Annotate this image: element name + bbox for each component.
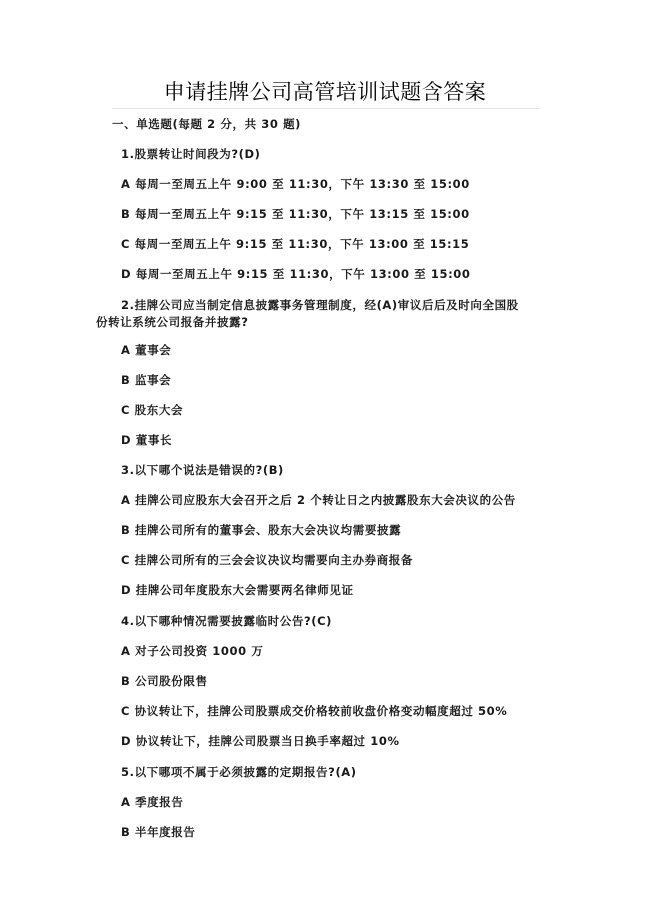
question-4-option-d: D 协议转让下，挂牌公司股票当日换手率超过 10%	[121, 734, 400, 748]
question-4-option-c: C 协议转让下，挂牌公司股票成交价格较前收盘价格变动幅度超过 50%	[121, 704, 508, 718]
question-5-option-a: A 季度报告	[121, 795, 184, 809]
question-1-option-a: A 每周一至周五上午 9:00 至 11:30，下午 13:30 至 15:00	[121, 177, 470, 191]
question-4-option-a: A 对子公司投资 1000 万	[121, 644, 264, 658]
question-5-option-b: B 半年度报告	[121, 825, 196, 839]
document-title: 申请挂牌公司高管培训试题含答案	[163, 80, 487, 104]
question-2-stem-line-2: 份转让系统公司报备并披露?	[96, 315, 249, 329]
question-3-option-c: C 挂牌公司所有的三会会议决议均需要向主办券商报备	[121, 553, 413, 567]
question-1-stem: 1.股票转让时间段为?(D)	[121, 147, 261, 161]
question-3-option-b: B 挂牌公司所有的董事会、股东大会决议均需要披露	[121, 523, 402, 537]
question-2-option-c: C 股东大会	[121, 403, 184, 417]
question-2-option-d: D 董事长	[121, 433, 173, 447]
question-3-option-d: D 挂牌公司年度股东大会需要两名律师见证	[121, 583, 354, 597]
section-heading: 一、单选题(每题 2 分，共 30 题)	[112, 117, 302, 131]
question-1-option-b: B 每周一至周五上午 9:15 至 11:30，下午 13:15 至 15:00	[121, 207, 470, 221]
question-2-option-b: B 监事会	[121, 373, 172, 387]
question-1-option-d: D 每周一至周五上午 9:15 至 11:30，下午 13:00 至 15:00	[121, 267, 471, 281]
question-5-stem: 5.以下哪项不属于必须披露的定期报告?(A)	[121, 765, 357, 779]
question-1-option-c: C 每周一至周五上午 9:15 至 11:30，下午 13:00 至 15:15	[121, 237, 470, 251]
question-3-stem: 3.以下哪个说法是错误的?(B)	[121, 463, 284, 477]
question-2-option-a: A 董事会	[121, 343, 172, 357]
question-3-option-a: A 挂牌公司应股东大会召开之后 2 个转让日之内披露股东大会决议的公告	[121, 493, 516, 507]
title-divider	[112, 108, 540, 109]
question-2-stem-line-1: 2.挂牌公司应当制定信息披露事务管理制度，经(A)审议后后及时向全国股	[121, 298, 519, 312]
question-4-stem: 4.以下哪种情况需要披露临时公告?(C)	[121, 614, 332, 628]
question-4-option-b: B 公司股份限售	[121, 674, 208, 688]
